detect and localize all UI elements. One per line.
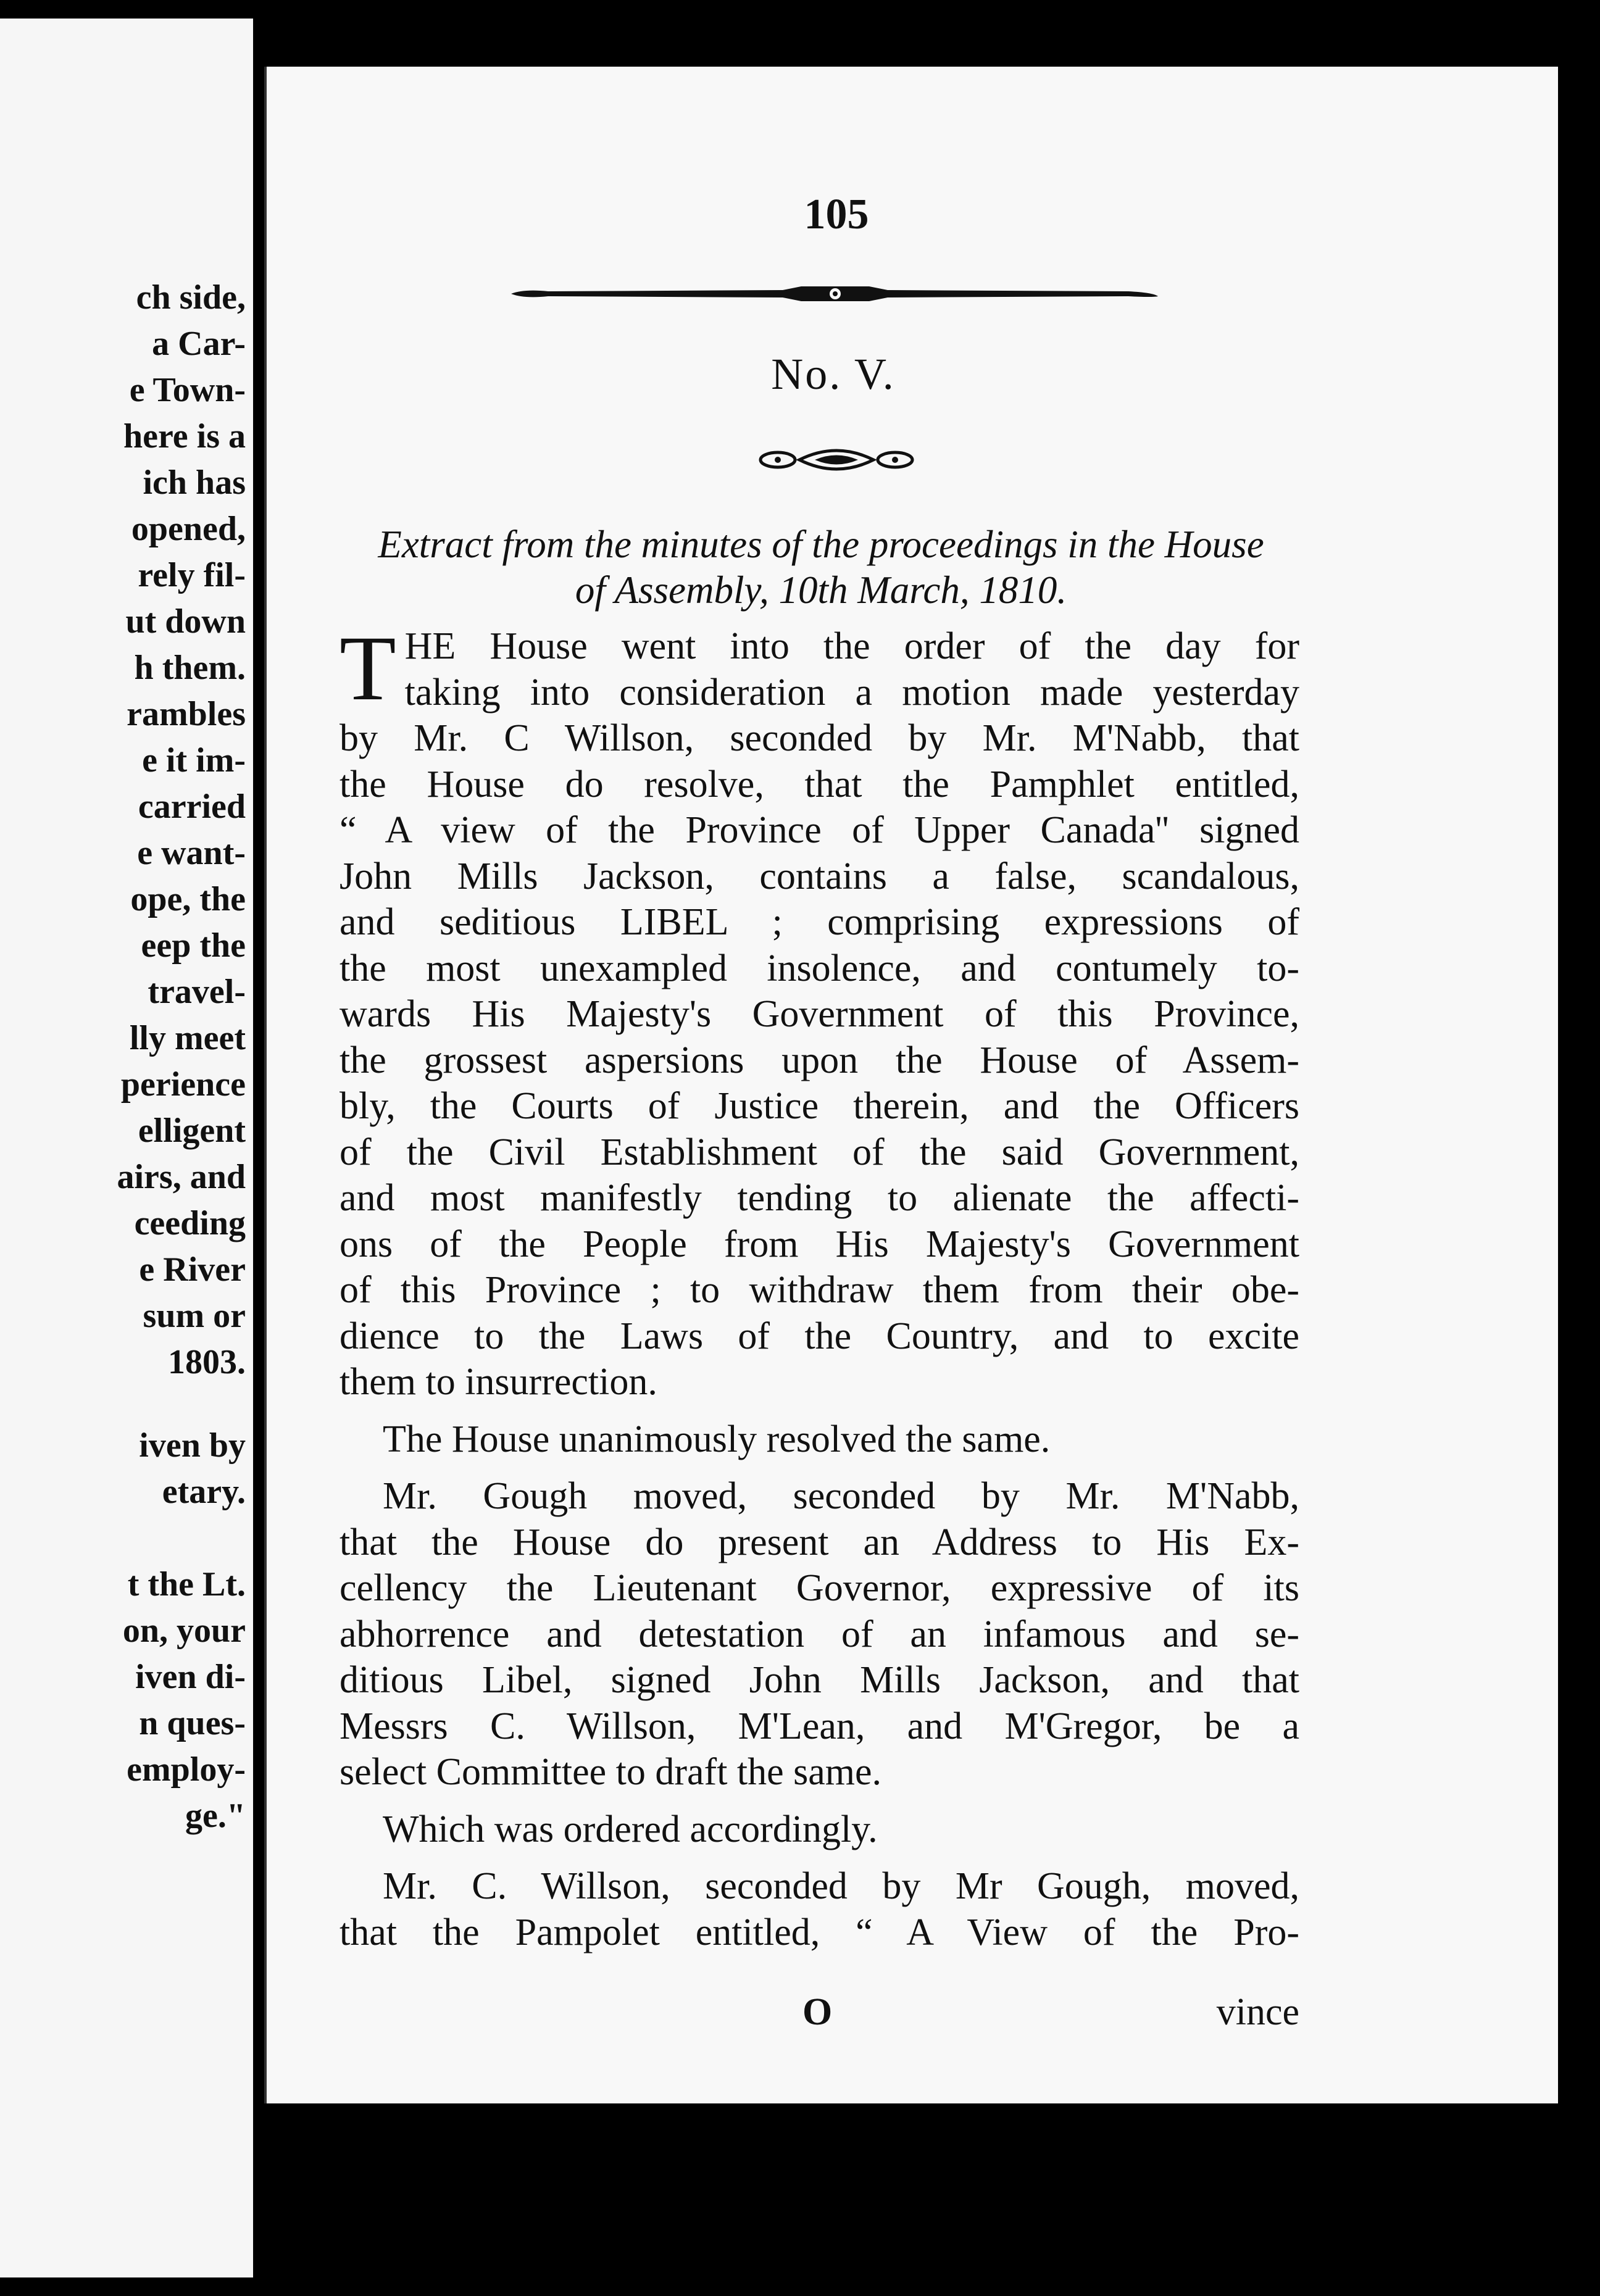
left-page-line: e Town-	[129, 371, 246, 409]
left-page-line: travel-	[148, 973, 246, 1011]
decorative-rule	[511, 284, 1158, 304]
left-page-line: ceeding	[134, 1204, 246, 1242]
paragraph	[340, 1863, 1299, 1955]
left-page-line: etary.	[162, 1473, 246, 1511]
text-line: wards His Majesty's Government of this Province,	[340, 993, 1299, 1035]
drop-cap: T	[340, 617, 396, 720]
text-line: “ A view of the Province of Upper Canada'' signed	[340, 809, 1299, 851]
left-page-line: h them.	[134, 649, 246, 687]
left-page-line: ope, the	[130, 880, 246, 918]
left-page-line: e River	[139, 1250, 246, 1289]
left-page-text	[0, 275, 246, 1839]
text-line: Mr. Gough moved, seconded by Mr. M'Nabb,	[383, 1475, 1299, 1517]
left-page-line: t the Lt.	[127, 1565, 246, 1603]
text-line: and most manifestly tending to alienate the affecti-	[340, 1177, 1299, 1219]
text-line: John Mills Jackson, contains a false, scandalous,	[340, 855, 1299, 897]
left-page-line: ut down	[125, 602, 246, 641]
left-page-line: rambles	[127, 695, 246, 733]
left-page-line: ge."	[185, 1797, 246, 1835]
extract-heading	[340, 522, 1302, 613]
left-page-line: opened,	[131, 510, 246, 548]
left-page-line: sum or	[143, 1297, 246, 1335]
text-line: the grossest aspersions upon the House of Assem-	[340, 1039, 1299, 1081]
text-line: the House do resolve, that the Pamphlet entitled,	[340, 763, 1299, 805]
text-line: of the Civil Establishment of the said Government,	[340, 1131, 1299, 1173]
text-line: Which was ordered accordingly.	[383, 1808, 878, 1850]
page-footer	[340, 1990, 1299, 2036]
text-line: bly, the Courts of Justice therein, and the Officers	[340, 1085, 1299, 1127]
left-page-fragment	[0, 19, 255, 2277]
left-page-line: elligent	[138, 1112, 246, 1150]
text-line: cellency the Lieutenant Governor, expressive of its	[340, 1567, 1299, 1609]
heading-line-1: Extract from the minutes of the proceedings in the House	[378, 523, 1264, 566]
heading-line-2: of Assembly, 10th March, 1810.	[575, 568, 1067, 612]
left-page-line: 1803.	[168, 1343, 246, 1381]
text-line: select Committee to draft the same.	[340, 1751, 882, 1793]
left-page-line: carried	[138, 788, 246, 826]
text-line: of this Province ; to withdraw them from their obe-	[340, 1269, 1299, 1311]
text-line: that the Pampolet entitled, “ A View of the Pro-	[340, 1911, 1299, 1953]
text-line: abhorrence and detestation of an infamous and se-	[340, 1613, 1299, 1655]
left-page-line: eep the	[141, 926, 246, 965]
left-page-line: employ-	[127, 1750, 246, 1789]
left-page-line: n ques-	[139, 1704, 246, 1742]
text-line: The House unanimously resolved the same.	[383, 1418, 1051, 1460]
paragraph	[340, 1473, 1299, 1795]
left-page-line: e want-	[137, 834, 246, 872]
signature-mark: O	[802, 1991, 833, 2033]
paragraph	[340, 617, 1299, 1405]
left-page-line: airs, and	[117, 1158, 246, 1196]
text-line: by Mr. C Willson, seconded by Mr. M'Nabb, that	[340, 717, 1299, 759]
text-line: that the House do present an Address to His Ex-	[340, 1521, 1299, 1563]
text-line: the most unexampled insolence, and contumely to-	[340, 947, 1299, 989]
left-page-line: lly meet	[129, 1019, 246, 1057]
left-page-line: iven by	[139, 1426, 246, 1465]
left-page-line: here is a	[123, 417, 246, 455]
left-page-line: perience	[120, 1065, 246, 1104]
text-line: Messrs C. Willson, M'Lean, and M'Gregor, be a	[340, 1705, 1299, 1747]
text-line: ons of the People from His Majesty's Government	[340, 1223, 1299, 1265]
section-number: No. V.	[771, 349, 896, 399]
binding-gutter	[253, 0, 265, 2296]
left-page-line: rely fil-	[138, 556, 246, 594]
text-line: taking into consideration a motion made yesterday	[404, 671, 1299, 713]
left-page-line: ch side,	[136, 278, 246, 317]
text-line: ditious Libel, signed John Mills Jackson, and that	[340, 1659, 1299, 1701]
text-line: Mr. C. Willson, seconded by Mr Gough, moved,	[383, 1865, 1299, 1907]
page-number: 105	[804, 191, 869, 238]
left-page-line: a Car-	[152, 325, 246, 363]
body-text	[340, 617, 1299, 1955]
left-page-line: ich has	[143, 464, 246, 502]
left-page-line: e it im-	[142, 741, 246, 780]
left-page-line: iven di-	[135, 1658, 246, 1696]
paragraph	[340, 1416, 1299, 1463]
text-line: them to insurrection.	[340, 1361, 657, 1403]
text-line: dience to the Laws of the Country, and to excite	[340, 1315, 1299, 1357]
ornament-icon	[744, 438, 929, 481]
left-page-line: on, your	[122, 1612, 246, 1650]
catchword: vince	[1216, 1991, 1299, 2033]
text-line: and seditious LIBEL ; comprising expressions of	[340, 901, 1299, 943]
text-line: HE House went into the order of the day for	[404, 625, 1299, 667]
paragraph	[340, 1807, 1299, 1853]
